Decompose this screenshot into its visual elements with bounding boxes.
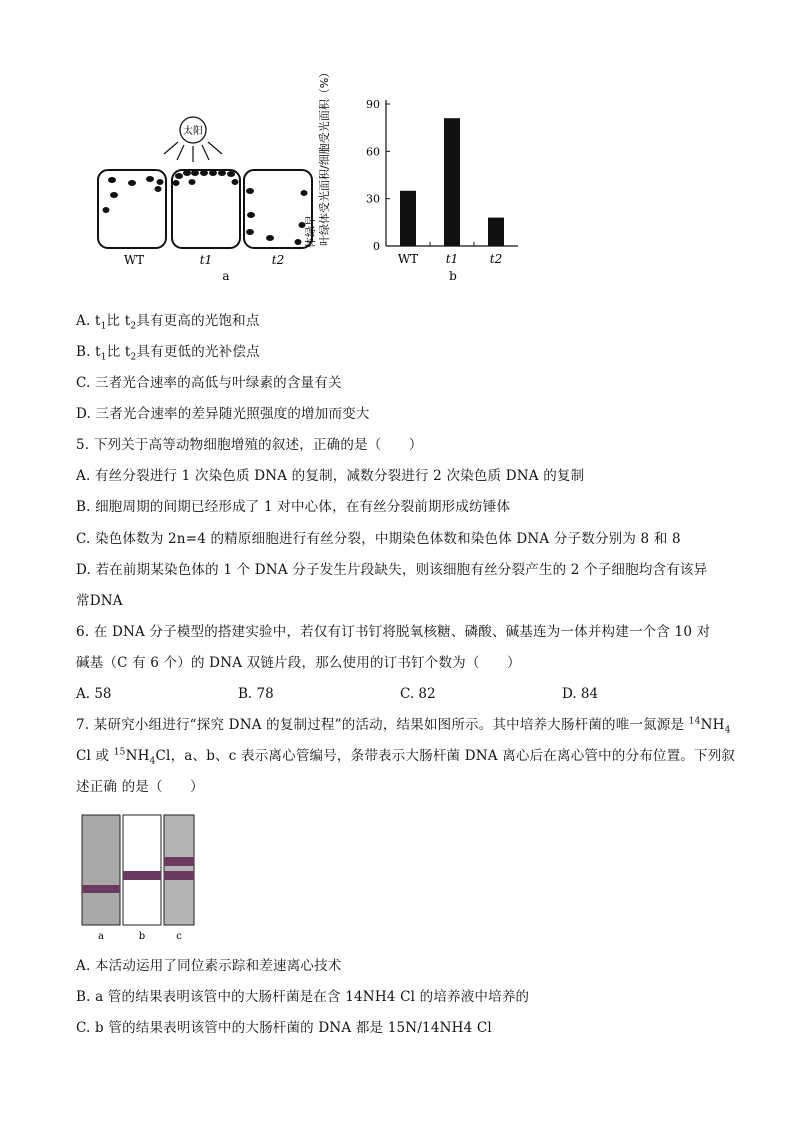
figure-a: [92, 92, 340, 292]
q5-option-d: D. 若在前期某染色体的 1 个 DNA 分子发生片段缺失，则该细胞有丝分裂产生的 2 个子细胞均含有该异: [76, 562, 708, 578]
y-tick-label: 0: [373, 240, 380, 253]
x-tick-label: WT: [397, 252, 419, 266]
chart-bars: [400, 118, 504, 246]
q4-option-b: B. $t_1$比 $t_2$具有更低的光补偿点: [76, 344, 260, 363]
x-tick-label: t1: [445, 252, 459, 266]
q6-stem-1: 6. 在 DNA 分子模型的搭建实验中，若仅有订书钉将脱氧核糖、磷酸、碱基连为一体并构建一个含 10 对: [76, 624, 711, 640]
figure-b-chart: [304, 66, 528, 292]
y-tick-label: 90: [366, 98, 380, 111]
q6-option-c: C. 82: [400, 686, 436, 702]
figure-a-caption: a: [222, 269, 230, 283]
x-tick-label: t2: [489, 252, 503, 266]
figure-b-caption: b: [449, 269, 457, 283]
y-axis-label-extra: 体绿早: [304, 215, 317, 248]
q7-stem-3: 述正确 的是（ ）: [76, 779, 204, 795]
q7-stem-2: Cl 或 $^{15}NH_4Cl$，a、b、c 表示离心管编号，条带表示大肠杆菌 DNA 离心后在离心管中的分布位置。下列叙: [76, 747, 736, 767]
q5-option-c: C. 染色体数为 2n=4 的精原细胞进行有丝分裂，中期染色体数和染色体 DNA 分子数分别为 8 和 8: [76, 531, 681, 547]
sun-rays: [164, 142, 222, 162]
q5-option-b: B. 细胞周期的间期已经形成了 1 对中心体，在有丝分裂前期形成纺锤体: [76, 499, 511, 515]
centrifuge-tubes-figure: [80, 813, 200, 943]
cell-label-t1: t1: [199, 253, 213, 267]
q4-option-c: C. 三者光合速率的高低与叶绿素的含量有关: [76, 375, 342, 391]
cell-t2: [244, 170, 312, 248]
cell-label-t2: t2: [271, 253, 285, 267]
q6-option-d: D. 84: [562, 686, 599, 702]
tube-a: [82, 815, 120, 925]
q7-option-b: B. a 管的结果表明该管中的大肠杆菌是在含 14NH4 Cl 的培养液中培养的: [76, 989, 530, 1005]
q7-stem-1: 7. 某研究小组进行“探究 DNA 的复制过程”的活动，结果如图所示。其中培养大肠杆菌的唯一氮源是 $^{14}NH_4$: [76, 716, 731, 736]
q6-stem-2: 碱基（C 有 6 个）的 DNA 双链片段，那么使用的订书钉个数为（ ）: [76, 655, 521, 671]
y-tick-label: 30: [366, 192, 380, 206]
tube-c-band-lower: [164, 871, 194, 880]
bar-t1: [444, 118, 460, 246]
tube-c: [164, 815, 194, 925]
y-axis-label: 叶绿体受光面积/细胞受光面积（%）: [318, 66, 331, 246]
cell-t1: [172, 170, 240, 248]
tube-b-band: [123, 871, 161, 880]
tube-label-c: c: [176, 931, 182, 942]
tube-a-band: [82, 885, 120, 893]
bar-t2: [488, 218, 504, 246]
q4-option-d: D. 三者光合速率的差异随光照强度的增加而变大: [76, 406, 370, 422]
q7-option-c: C. b 管的结果表明该管中的大肠杆菌的 DNA 都是 15N/14NH4 Cl: [76, 1020, 492, 1036]
q5-option-d-cont: 常DNA: [76, 593, 123, 609]
bar-wt: [400, 191, 416, 246]
q7-option-a: A. 本活动运用了同位素示踪和差速离心技术: [76, 958, 342, 974]
q6-option-b: B. 78: [238, 686, 274, 702]
cell-label-wt: WT: [123, 253, 145, 267]
q5-option-a: A. 有丝分裂进行 1 次染色质 DNA 的复制，减数分裂进行 2 次染色质 DNA 的复制: [76, 468, 585, 484]
tube-label-b: b: [138, 931, 146, 942]
q5-stem: 5. 下列关于高等动物细胞增殖的叙述，正确的是（ ）: [76, 437, 423, 453]
tube-label-a: a: [98, 931, 104, 942]
y-tick-label: 60: [366, 145, 380, 159]
q6-option-a: A. 58: [76, 686, 112, 702]
q4-option-a: A. $t_1$比 $t_2$具有更高的光饱和点: [76, 313, 260, 332]
tube-c-band-upper: [164, 857, 194, 866]
tube-b: [123, 815, 161, 925]
sun-label: 太阳: [183, 126, 203, 137]
